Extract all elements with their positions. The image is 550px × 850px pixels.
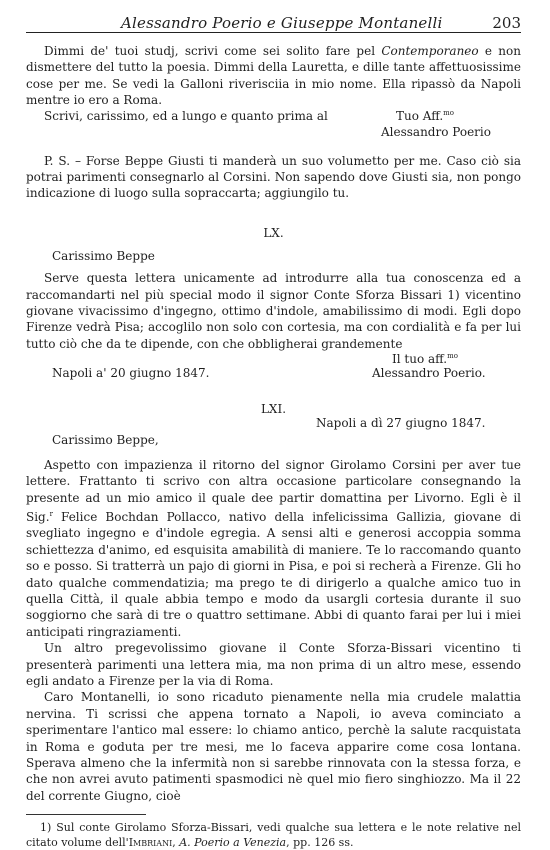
intro-italic: Contemporaneo — [381, 44, 479, 58]
footnote-title: A. Poerio a Venezia — [179, 835, 287, 849]
letter-lx-sign-line2: Alessandro Poerio. — [372, 366, 486, 381]
letter-lxi-para2: Un altro pregevolissimo giovane il Conte Sforza-Bissari vicentino ti presenterà parimenti una lettera mia, ma non prima di un altro mese, essendo egli andato a Firenze per la via di Roma. — [26, 641, 521, 688]
postscript: P. S. – Forse Beppe Giusti ti manderà un suo volumetto per me. Caso ciò sia potrai parimenti consegnarlo al Corsini. Non sapendo dove Giusti sia, non pongo indicazione di luogo sulla sopraccarta; aggiungilo tu. — [26, 153, 521, 201]
sig1-text: Tuo Aff. — [396, 108, 444, 123]
footnote-marker: 1) — [40, 821, 52, 835]
letter-lxi-salutation: Carissimo Beppe, — [52, 433, 159, 448]
letter-lx-number: LX. — [263, 225, 284, 240]
lx-sign1-text: Il tuo aff. — [392, 352, 448, 367]
letter-lx-body: Serve questa lettera unicamente ad introdurre alla tua conoscenza ed a raccomandarti nel più special modo il signor Conte Sforza Bissari 1) vicentino giovane vivacissimo d'ingegno, ottimo d'indole, amabilissimo di modi. Egli dopo Firenze vedrà Pisa; accoglilo non solo con cortesia, ma con cordialità e fa per lui tutto ciò che da te dipende, con che obbligherai grandemente — [26, 271, 521, 351]
letter-lx-salutation: Carissimo Beppe — [52, 248, 155, 263]
letter-lxi-number: LXI. — [260, 402, 287, 417]
letter-lxi-para1 — [26, 457, 521, 640]
lxi-para1-b: Felice Bochdan Pollacco, nativo della infelicissima Gallizia, giovane di svegliato ingegno e d'indole egregia. A sensi alti e generosi accoppia somma schiettezza d'animo, ed esquisita amabilità di maniere. Te lo raccomando quanto so e posso. Si tratterrà un pajo di giorni in Pisa, e poi si recherà a Firenze. Gli ho dato qualche commendatizia; ma prego te di dirigerlo a qualche amico tuo in quella Città, il quale abbia tempo e modo da usargli cortesia durante il suo soggiorno che sarà di tre o quattro settimane. Abbi di quanto farai per lui i miei anticipati ringraziamenti. — [26, 509, 521, 639]
closing-text: Scrivi, carissimo, ed a lungo e quanto prima al — [44, 108, 328, 123]
footnote-rule — [26, 814, 146, 815]
letter-lx-sign-row — [26, 352, 521, 366]
footnote — [26, 821, 521, 850]
lxi-para1-a: Aspetto con impazienza il ritorno del signor Girolamo Corsini per aver tue lettere. Frattanto ti scrivo con altra occasione particolare consegnando la presente ad un mio amico il quale dee partir domattina per Livorno. Egli è il Sig. — [26, 457, 521, 524]
letter-lxi-para3: Caro Montanelli, io sono ricaduto pienamente nella mia crudele malattia nervina. Ti scrissi che appena tornato a Napoli, io aveva cominciato a sperimentare l'antico mal essere: lo chiamo antico, perchè la salute racquistata in Roma e goduta per tre mesi, me lo faceva apparire come cosa lontana. Sperava almeno che la infermità non si sarebbe rinnovata con la stessa forza, e che non avrei avuto patimenti spasmodici nè quel mio fiero singhiozzo. Ma il 22 del corrente Giugno, cioè — [26, 690, 521, 803]
page-number: 203 — [492, 14, 521, 32]
running-head-title: Alessandro Poerio e Giuseppe Montanelli — [121, 14, 443, 32]
closing-signature-line1 — [396, 109, 454, 123]
running-head — [26, 10, 521, 33]
letter-lx-place-date: Napoli a' 20 giugno 1847. — [52, 366, 210, 381]
lxi-para1-sup: r — [49, 509, 53, 518]
letter-lxi-date-row — [26, 416, 521, 432]
lx-sign1-sup: mo — [447, 352, 458, 361]
intro-text-2: e non dismettere del tutto la poesia. Dimmi della Lauretta, e dille tante affettuosissime cose per me. Se vedi la Galloni riverisciia in mio nome. Ella ripassò da Napoli mentre io ero a Roma. — [26, 44, 521, 108]
intro-paragraph — [26, 43, 521, 109]
footnote-text-b: , — [172, 835, 180, 849]
closing-row — [26, 109, 521, 125]
letter-lxi-place-date: Napoli a dì 27 giugno 1847. — [316, 416, 486, 431]
closing-row-2 — [26, 125, 521, 143]
footnote-text-a: Sul conte Girolamo Sforza-Bissari, vedi qualche sua lettera e le note relative nel citato volume dell' — [26, 821, 521, 849]
intro-text-1: Dimmi de' tuoi studj, scrivi come sei solito fare pel — [44, 44, 382, 58]
footnote-text-c: , pp. 126 ss. — [286, 835, 354, 849]
closing-signature-line2: Alessandro Poerio — [381, 124, 491, 139]
page — [26, 10, 521, 850]
letter-lx-sign-line1 — [392, 352, 458, 366]
sig1-sup: mo — [443, 108, 454, 117]
footnote-author: Imbriani — [128, 835, 173, 849]
letter-lx-date-row — [26, 366, 521, 384]
